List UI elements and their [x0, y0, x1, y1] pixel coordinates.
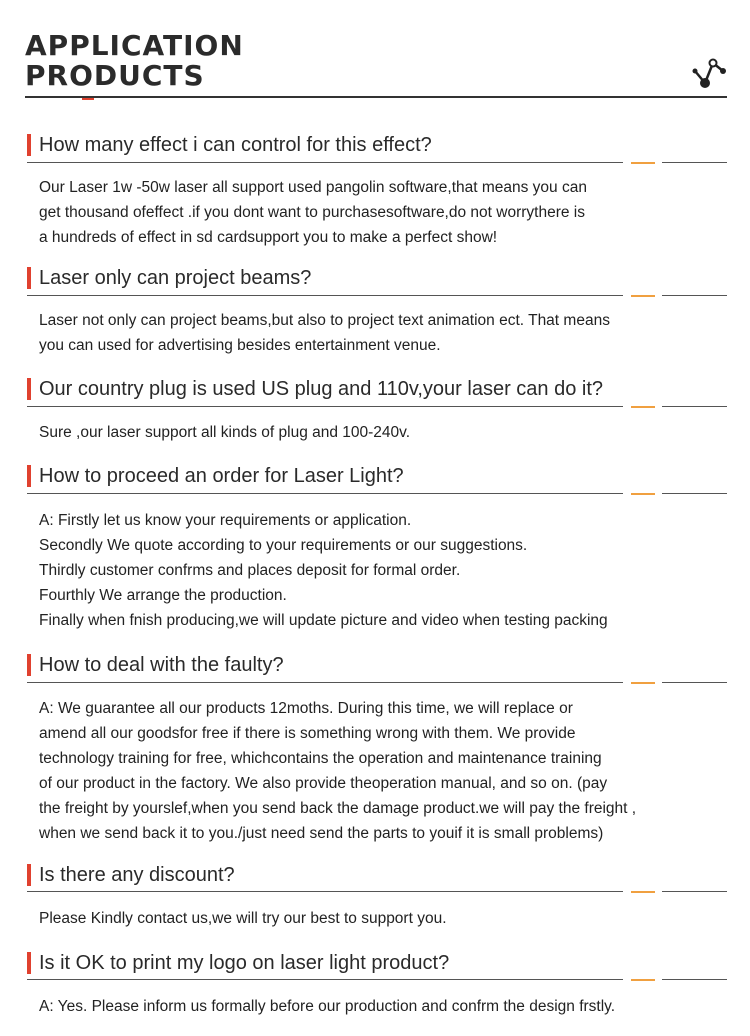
- question-divider-end: [662, 406, 727, 407]
- answer-text: [39, 420, 739, 445]
- question-divider: [27, 295, 623, 296]
- question-marker: [27, 134, 31, 156]
- question-divider-end: [662, 891, 727, 892]
- question-heading: How to proceed an order for Laser Light?: [39, 465, 404, 487]
- page-title-line-1: APPLICATION: [25, 29, 244, 62]
- answer-text: [39, 175, 739, 250]
- answer-line: Our Laser 1w -50w laser all support used pangolin software,that means you can: [39, 179, 587, 196]
- question-heading: Is there any discount?: [39, 864, 235, 886]
- answer-line: Finally when fnish producing,we will update picture and video when testing packing: [39, 612, 608, 629]
- question-divider-end: [662, 979, 727, 980]
- page-title-line-2: PRODUCTS: [25, 59, 205, 92]
- answer-line: Fourthly We arrange the production.: [39, 587, 287, 604]
- question-divider-end: [662, 295, 727, 296]
- question-heading: How to deal with the faulty?: [39, 654, 284, 676]
- answer-text: [39, 508, 739, 633]
- divider-accent: [631, 979, 655, 981]
- header-accent-mark: [82, 98, 94, 100]
- question-marker: [27, 378, 31, 400]
- question-marker: [27, 952, 31, 974]
- question-heading: Laser only can project beams?: [39, 267, 312, 289]
- page-header: [0, 0, 750, 110]
- answer-line: a hundreds of effect in sd cardsupport you to make a perfect show!: [39, 229, 498, 246]
- answer-text: [39, 696, 739, 846]
- divider-accent: [631, 162, 655, 164]
- question-divider: [27, 682, 623, 683]
- answer-line: technology training for free, whichcontains the operation and maintenance training: [39, 750, 602, 767]
- answer-text: [39, 906, 739, 931]
- question-marker: [27, 267, 31, 289]
- answer-line: Please Kindly contact us,we will try our best to support you.: [39, 910, 447, 927]
- answer-line: Sure ,our laser support all kinds of plug and 100-240v.: [39, 424, 411, 441]
- question-marker: [27, 465, 31, 487]
- answer-line: A: We guarantee all our products 12moths. During this time, we will replace or: [39, 700, 573, 717]
- question-divider: [27, 406, 623, 407]
- divider-accent: [631, 682, 655, 684]
- answer-line: when we send back it to you./just need send the parts to youif it is small problems): [39, 825, 604, 842]
- answer-line: Laser not only can project beams,but also to project text animation ect. That means: [39, 312, 610, 329]
- answer-line: the freight by yourslef,when you send back the damage product.we will pay the freight ,: [39, 800, 637, 817]
- answer-line: amend all our goodsfor free if there is something wrong with them. We provide: [39, 725, 576, 742]
- answer-line: of our product in the factory. We also provide theoperation manual, and so on. (pay: [39, 775, 608, 792]
- answer-line: you can used for advertising besides entertainment venue.: [39, 337, 441, 354]
- question-divider: [27, 891, 623, 892]
- question-divider-end: [662, 493, 727, 494]
- divider-accent: [631, 891, 655, 893]
- divider-accent: [631, 295, 655, 297]
- question-divider-end: [662, 682, 727, 683]
- question-heading: Our country plug is used US plug and 110v,your laser can do it?: [39, 378, 604, 400]
- question-heading: Is it OK to print my logo on laser light product?: [39, 952, 450, 974]
- header-divider: [25, 96, 727, 98]
- answer-line: A: Firstly let us know your requirements or application.: [39, 512, 412, 529]
- question-marker: [27, 654, 31, 676]
- question-divider: [27, 979, 623, 980]
- question-heading: How many effect i can control for this effect?: [39, 134, 432, 156]
- question-marker: [27, 864, 31, 886]
- question-divider-end: [662, 162, 727, 163]
- divider-accent: [631, 493, 655, 495]
- question-divider: [27, 162, 623, 163]
- answer-line: A: Yes. Please inform us formally before our production and confrm the design frstly.: [39, 998, 616, 1015]
- answer-text: [39, 308, 739, 358]
- answer-line: Thirdly customer confrms and places deposit for formal order.: [39, 562, 461, 579]
- network-nodes-icon: [691, 57, 727, 89]
- answer-line: get thousand ofeffect .if you dont want to purchasesoftware,do not worrythere is: [39, 204, 585, 221]
- question-divider: [27, 493, 623, 494]
- answer-text: [39, 994, 739, 1019]
- divider-accent: [631, 406, 655, 408]
- answer-line: Secondly We quote according to your requirements or our suggestions.: [39, 537, 528, 554]
